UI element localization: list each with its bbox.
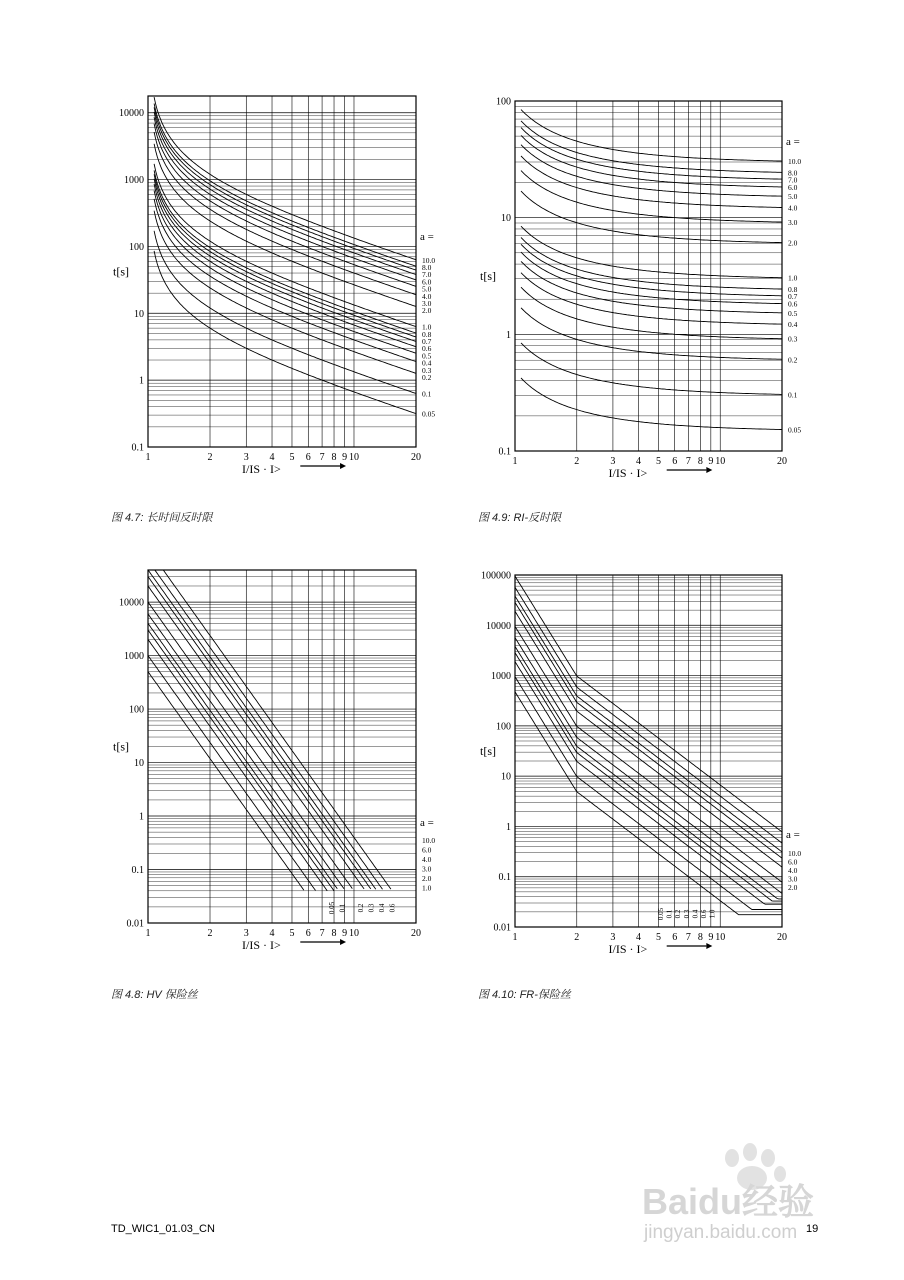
x-tick-label: 4 xyxy=(636,456,642,467)
series-label: 6.0 xyxy=(788,857,798,867)
series-label: 0.1 xyxy=(788,390,798,400)
series-label: 0.2 xyxy=(422,373,432,383)
y-tick-label: 10 xyxy=(134,758,144,770)
x-tick-label: 10 xyxy=(715,456,726,467)
series-label: 3.0 xyxy=(422,864,432,874)
y-tick-label: 0.1 xyxy=(498,872,511,884)
series-label: 0.4 xyxy=(422,358,432,368)
x-tick-label: 4 xyxy=(636,932,642,943)
curve-a-0.2 xyxy=(515,662,782,905)
y-tick-label: 100 xyxy=(496,96,511,108)
y-tick-label: 0.1 xyxy=(131,865,144,877)
baidu-watermark xyxy=(640,1140,880,1260)
y-tick-label: 10000 xyxy=(119,597,144,609)
y-tick-label: 1 xyxy=(506,329,511,341)
y-tick-label: 10000 xyxy=(486,620,511,632)
curve-a-1 xyxy=(515,626,782,882)
x-tick-label: 5 xyxy=(655,932,661,943)
x-tick-label: 3 xyxy=(610,456,616,467)
curve-a-10 xyxy=(515,576,782,832)
series-label: 0.3 xyxy=(788,334,798,344)
x-axis-label: I/IS · I> xyxy=(608,942,648,956)
y-tick-label: 1 xyxy=(506,821,511,833)
y-tick-label: 1 xyxy=(139,811,144,823)
series-label: 0.6 xyxy=(422,344,432,354)
y-tick-label: 0.1 xyxy=(131,442,144,454)
x-tick-label: 6 xyxy=(672,456,678,467)
y-tick-label: 100 xyxy=(129,704,144,716)
series-label: 6.0 xyxy=(422,845,432,855)
series-label: 10.0 xyxy=(422,836,436,845)
caption-fig-4-8: 图 4.8: HV 保险丝 xyxy=(111,989,198,1001)
y-axis-label: t[s] xyxy=(113,739,129,754)
x-tick-label: 5 xyxy=(655,456,661,467)
series-label: 0.5 xyxy=(788,308,798,318)
x-tick-label: 8 xyxy=(331,452,337,463)
caption-fig-4-10: 图 4.10: FR-保险丝 xyxy=(478,989,571,1001)
x-tick-label: 6 xyxy=(672,932,678,943)
x-tick-label: 4 xyxy=(269,928,275,939)
series-label: 0.8 xyxy=(788,285,798,295)
series-label: 0.1 xyxy=(422,389,432,399)
series-label: 1.0 xyxy=(422,883,432,893)
series-label: 1.0 xyxy=(422,322,432,332)
y-tick-label: 10 xyxy=(134,308,144,320)
footer-doc-id: TD_WIC1_01.03_CN xyxy=(111,1223,215,1235)
y-tick-label: 0.1 xyxy=(498,446,511,458)
x-tick-label: 5 xyxy=(289,928,295,939)
y-tick-label: 100 xyxy=(129,241,144,253)
series-label: 0.2 xyxy=(788,355,798,365)
series-label: 7.0 xyxy=(788,175,798,185)
series-label: 2.0 xyxy=(788,238,798,248)
series-label: 6.0 xyxy=(788,182,798,192)
x-tick-label: 7 xyxy=(319,452,325,463)
legend-title: a = xyxy=(420,817,434,829)
series-label: 3.0 xyxy=(788,874,798,884)
x-tick-label: 7 xyxy=(685,932,691,943)
x-tick-label: 3 xyxy=(243,452,249,463)
series-label: 0.4 xyxy=(788,320,798,330)
x-tick-label: 10 xyxy=(348,452,359,463)
x-tick-label: 4 xyxy=(269,452,275,463)
series-label: 10.0 xyxy=(788,849,802,858)
series-label: 3.0 xyxy=(788,218,798,228)
series-label: 1.0 xyxy=(788,273,798,283)
x-tick-label: 20 xyxy=(777,932,787,943)
x-tick-label: 9 xyxy=(342,928,348,939)
y-axis-label: t[s] xyxy=(113,264,129,279)
series-label: 2.0 xyxy=(422,306,432,316)
series-label: 0.3 xyxy=(422,365,432,375)
x-tick-label: 9 xyxy=(708,932,714,943)
x-tick-label: 8 xyxy=(697,456,703,467)
x-tick-label: 1 xyxy=(145,928,151,939)
series-label: 4.0 xyxy=(422,855,432,864)
series-label: 0.05 xyxy=(422,409,436,419)
series-label: 5.0 xyxy=(422,284,432,294)
x-tick-label: 1 xyxy=(145,452,151,463)
curve-a-6 xyxy=(515,587,782,843)
series-label: 6.0 xyxy=(422,277,432,287)
series-label: 2.0 xyxy=(788,883,798,892)
series-label: 8.0 xyxy=(422,262,432,272)
x-tick-label: 3 xyxy=(610,932,616,943)
bottom-series-label: 0.1 xyxy=(665,909,674,919)
bottom-series-label: 0.2 xyxy=(674,909,683,919)
curve-a-4 xyxy=(515,596,782,852)
x-tick-label: 20 xyxy=(411,928,421,939)
footer-page-number: 19 xyxy=(806,1223,819,1235)
x-axis-label: I/IS · I> xyxy=(242,462,281,476)
bottom-series-label: 0.3 xyxy=(367,903,376,913)
x-tick-label: 2 xyxy=(574,932,580,943)
y-tick-label: 10 xyxy=(501,771,511,783)
y-tick-label: 1000 xyxy=(124,651,144,663)
y-tick-label: 100000 xyxy=(481,570,511,582)
bottom-series-label: 0.3 xyxy=(682,909,691,919)
bottom-series-label: 0.05 xyxy=(328,901,336,915)
watermark-brand: Baidu经验 xyxy=(642,1181,815,1222)
x-tick-label: 2 xyxy=(207,452,213,463)
bottom-series-label: 0.4 xyxy=(378,903,386,913)
legend-title: a = xyxy=(786,136,800,148)
x-tick-label: 5 xyxy=(289,452,295,463)
series-label: 0.7 xyxy=(422,337,432,347)
curve-a-0.4 xyxy=(515,646,782,899)
x-tick-label: 7 xyxy=(685,456,691,467)
x-tick-label: 8 xyxy=(331,928,337,939)
series-label: 2.0 xyxy=(422,874,432,883)
series-label: 4.0 xyxy=(788,203,798,213)
series-label: 4.0 xyxy=(788,866,798,875)
bottom-series-label: 0.6 xyxy=(388,903,397,913)
y-tick-label: 0.01 xyxy=(493,922,511,934)
series-label: 0.7 xyxy=(788,292,798,302)
series-label: 5.0 xyxy=(788,192,798,202)
series-label: 10.0 xyxy=(422,255,436,265)
x-tick-label: 9 xyxy=(342,452,348,463)
curves xyxy=(515,576,782,915)
series-label: 0.6 xyxy=(788,299,798,309)
series-label: 7.0 xyxy=(422,270,432,280)
y-axis-label: t[s] xyxy=(480,269,496,283)
x-tick-label: 9 xyxy=(708,456,714,467)
legend-title: a = xyxy=(786,829,800,841)
caption-fig-4-9: 图 4.9: RI-反时限 xyxy=(478,512,562,524)
x-tick-label: 6 xyxy=(305,452,311,463)
y-tick-label: 1000 xyxy=(491,671,511,683)
x-tick-label: 10 xyxy=(348,928,359,939)
x-tick-label: 7 xyxy=(319,928,325,939)
series-label: 0.8 xyxy=(422,329,432,339)
bottom-series-label: 0.4 xyxy=(691,909,700,919)
x-tick-label: 1 xyxy=(512,932,518,943)
curve-a-0.3 xyxy=(515,653,782,901)
watermark-url: jingyan.baidu.com xyxy=(644,1222,798,1243)
x-tick-label: 10 xyxy=(715,932,726,943)
y-tick-label: 10 xyxy=(501,213,511,225)
y-axis-label: t[s] xyxy=(480,744,496,758)
x-tick-label: 3 xyxy=(243,928,249,939)
x-tick-label: 2 xyxy=(574,456,580,467)
y-tick-label: 10000 xyxy=(119,108,144,120)
x-tick-label: 20 xyxy=(411,452,421,463)
series-label: 10.0 xyxy=(788,157,802,167)
y-tick-label: 100 xyxy=(496,721,511,733)
caption-fig-4-7: 图 4.7: 长时间反时限 xyxy=(111,512,213,524)
bottom-series-label: 1.0 xyxy=(708,909,717,919)
series-label: 3.0 xyxy=(422,298,432,308)
x-axis-label: I/IS · I> xyxy=(608,466,648,480)
series-label: 4.0 xyxy=(422,291,432,301)
x-tick-label: 20 xyxy=(777,456,787,467)
x-axis-arrowhead xyxy=(706,943,712,949)
x-tick-label: 1 xyxy=(512,456,518,467)
bottom-series-label: 0.05 xyxy=(657,907,665,921)
x-tick-label: 2 xyxy=(207,928,213,939)
y-tick-label: 0.01 xyxy=(126,918,144,930)
legend-title: a = xyxy=(420,231,434,243)
bottom-series-label: 0.2 xyxy=(357,903,365,913)
x-tick-label: 6 xyxy=(305,928,311,939)
series-label: 8.0 xyxy=(788,168,798,178)
series-label: 0.5 xyxy=(422,351,432,361)
bottom-series-label: 0.1 xyxy=(338,903,347,913)
x-axis-label: I/IS · I> xyxy=(242,938,281,952)
y-tick-label: 1000 xyxy=(124,175,144,187)
series-label: 0.05 xyxy=(788,425,802,435)
y-tick-label: 1 xyxy=(139,375,144,387)
x-tick-label: 8 xyxy=(697,932,703,943)
bottom-series-label: 0.6 xyxy=(700,909,708,919)
curve-a-0.05 xyxy=(515,692,782,915)
